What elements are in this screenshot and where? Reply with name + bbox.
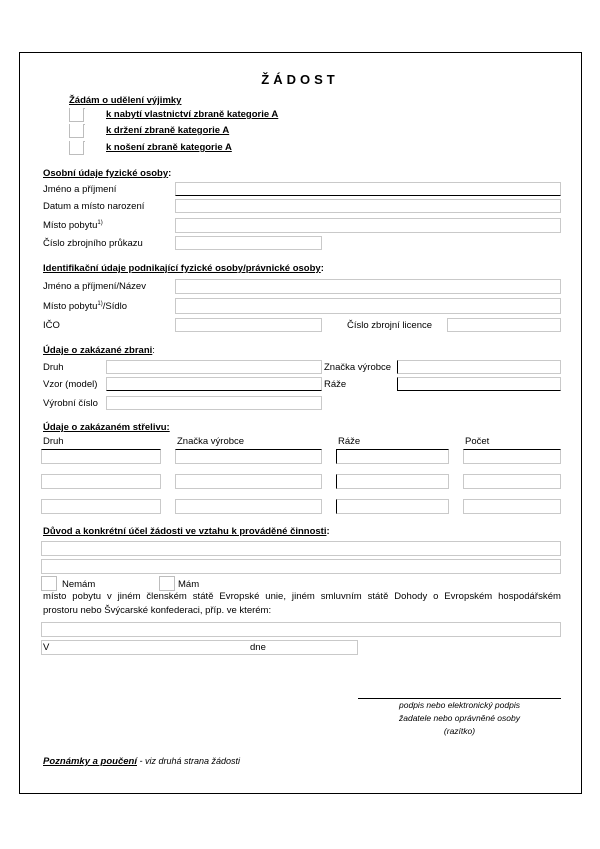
weapon-caliber-input[interactable] xyxy=(397,377,561,391)
personal-birth-input[interactable] xyxy=(175,199,561,213)
request-heading: Žádám o udělení výjimky xyxy=(69,95,182,106)
option-acquire: k nabytí vlastnictví zbraně kategorie A xyxy=(106,109,279,120)
ammo-col-brand: Značka výrobce xyxy=(177,436,245,447)
personal-residence-label xyxy=(43,220,103,232)
option-carry: k nošení zbraně kategorie A xyxy=(106,142,232,153)
ammo-col-count: Počet xyxy=(465,436,490,447)
signature-text-1: podpis nebo elektronický podpis xyxy=(399,700,520,710)
signature-line xyxy=(358,698,561,699)
personal-license-input[interactable] xyxy=(175,236,322,250)
personal-license-label: Číslo zbrojního průkazu xyxy=(43,238,143,249)
checkbox-nemam[interactable] xyxy=(41,576,57,591)
business-residence-sup: 1) xyxy=(97,300,103,307)
notes-heading: Poznámky a poučení xyxy=(43,756,137,767)
ammo-row-2-brand[interactable] xyxy=(175,474,322,489)
place-date-input[interactable] xyxy=(41,640,358,655)
business-ico-input[interactable] xyxy=(175,318,322,332)
weapon-serial-input[interactable] xyxy=(106,396,322,410)
checkbox-possess[interactable] xyxy=(69,124,84,138)
checkbox-carry[interactable] xyxy=(69,141,84,155)
ammo-col-type: Druh xyxy=(43,436,64,447)
business-heading-row xyxy=(43,263,324,275)
option-possess: k držení zbraně kategorie A xyxy=(106,125,230,136)
ammo-row-3-count[interactable] xyxy=(463,499,561,514)
ammo-heading: Údaje o zakázaném střelivu: xyxy=(43,422,170,433)
reason-input-line-2[interactable] xyxy=(41,559,561,574)
weapon-type-label: Druh xyxy=(43,362,64,373)
weapon-heading: Údaje o zakázané zbrani xyxy=(43,345,153,356)
ammo-row-2-caliber[interactable] xyxy=(336,474,449,489)
place-label: V xyxy=(43,642,50,653)
ammo-row-3-brand[interactable] xyxy=(175,499,322,514)
ammo-row-3-type[interactable] xyxy=(41,499,161,514)
weapon-serial-label: Výrobní číslo xyxy=(43,398,98,409)
weapon-brand-label: Značka výrobce xyxy=(324,362,392,373)
business-name-input[interactable] xyxy=(175,279,561,294)
business-licence-input[interactable] xyxy=(447,318,561,332)
business-residence-text: Místo pobytu xyxy=(43,301,98,312)
business-residence-label xyxy=(43,301,127,313)
weapon-caliber-label: Ráže xyxy=(324,379,347,390)
personal-name-input[interactable] xyxy=(175,182,561,196)
residence-text-line-2: prostoru nebo Švýcarské konfederaci, příp. ve kterém: xyxy=(43,605,272,616)
signature-text-3: (razítko) xyxy=(443,726,476,736)
reason-heading: Důvod a konkrétní účel žádosti ve vztahu k prováděné činnosti xyxy=(43,526,327,537)
weapon-heading-row xyxy=(43,345,155,357)
option-nemam: Nemám xyxy=(62,579,96,590)
personal-heading-colon: : xyxy=(168,168,172,179)
personal-name-label: Jméno a příjmení xyxy=(43,184,117,195)
date-label: dne xyxy=(250,642,266,653)
business-seat-text: /Sídlo xyxy=(102,301,128,312)
weapon-brand-input[interactable] xyxy=(397,360,561,374)
notes-text: - viz druhá strana žádosti xyxy=(136,756,241,766)
residence-text-line-1: místo pobytu v jiném členském státě Evropské unie, jiném smluvním státě Dohody o Evropském hospodářském xyxy=(43,591,561,602)
weapon-heading-colon: : xyxy=(152,345,155,356)
checkbox-acquire[interactable] xyxy=(69,108,84,122)
business-licence-label: Číslo zbrojní licence xyxy=(347,320,433,331)
option-mam: Mám xyxy=(178,579,200,590)
weapon-type-input[interactable] xyxy=(106,360,322,374)
ammo-row-3-caliber[interactable] xyxy=(336,499,449,514)
signature-text-2: žadatele nebo oprávněné osoby xyxy=(399,713,520,723)
ammo-row-1-caliber[interactable] xyxy=(336,449,449,464)
personal-heading-row xyxy=(43,168,171,180)
ammo-row-2-type[interactable] xyxy=(41,474,161,489)
personal-residence-input[interactable] xyxy=(175,218,561,233)
ammo-row-1-type[interactable] xyxy=(41,449,161,464)
ammo-row-1-count[interactable] xyxy=(463,449,561,464)
weapon-model-input[interactable] xyxy=(106,377,322,391)
personal-birth-label: Datum a místo narození xyxy=(43,201,145,212)
form-title: ŽÁDOST xyxy=(261,72,339,87)
business-ico-label: IČO xyxy=(43,320,60,331)
personal-residence-text: Místo pobytu xyxy=(43,220,98,231)
notes-row xyxy=(43,755,240,768)
business-heading: Identifikační údaje podnikající fyzické osoby/právnické osoby xyxy=(43,263,321,274)
personal-residence-sup: 1) xyxy=(97,219,103,226)
ammo-col-caliber: Ráže xyxy=(338,436,361,447)
reason-heading-colon: : xyxy=(326,526,330,537)
reason-heading-row xyxy=(43,526,330,538)
business-name-label: Jméno a příjmení/Název xyxy=(43,281,146,292)
ammo-row-2-count[interactable] xyxy=(463,474,561,489)
business-heading-colon: : xyxy=(320,263,324,274)
business-residence-input[interactable] xyxy=(175,298,561,314)
ammo-row-1-brand[interactable] xyxy=(175,449,322,464)
residence-country-input[interactable] xyxy=(41,622,561,637)
weapon-model-label: Vzor (model) xyxy=(43,379,98,390)
reason-input-line-1[interactable] xyxy=(41,541,561,556)
personal-heading: Osobní údaje fyzické osoby xyxy=(43,168,169,179)
checkbox-mam[interactable] xyxy=(159,576,175,591)
